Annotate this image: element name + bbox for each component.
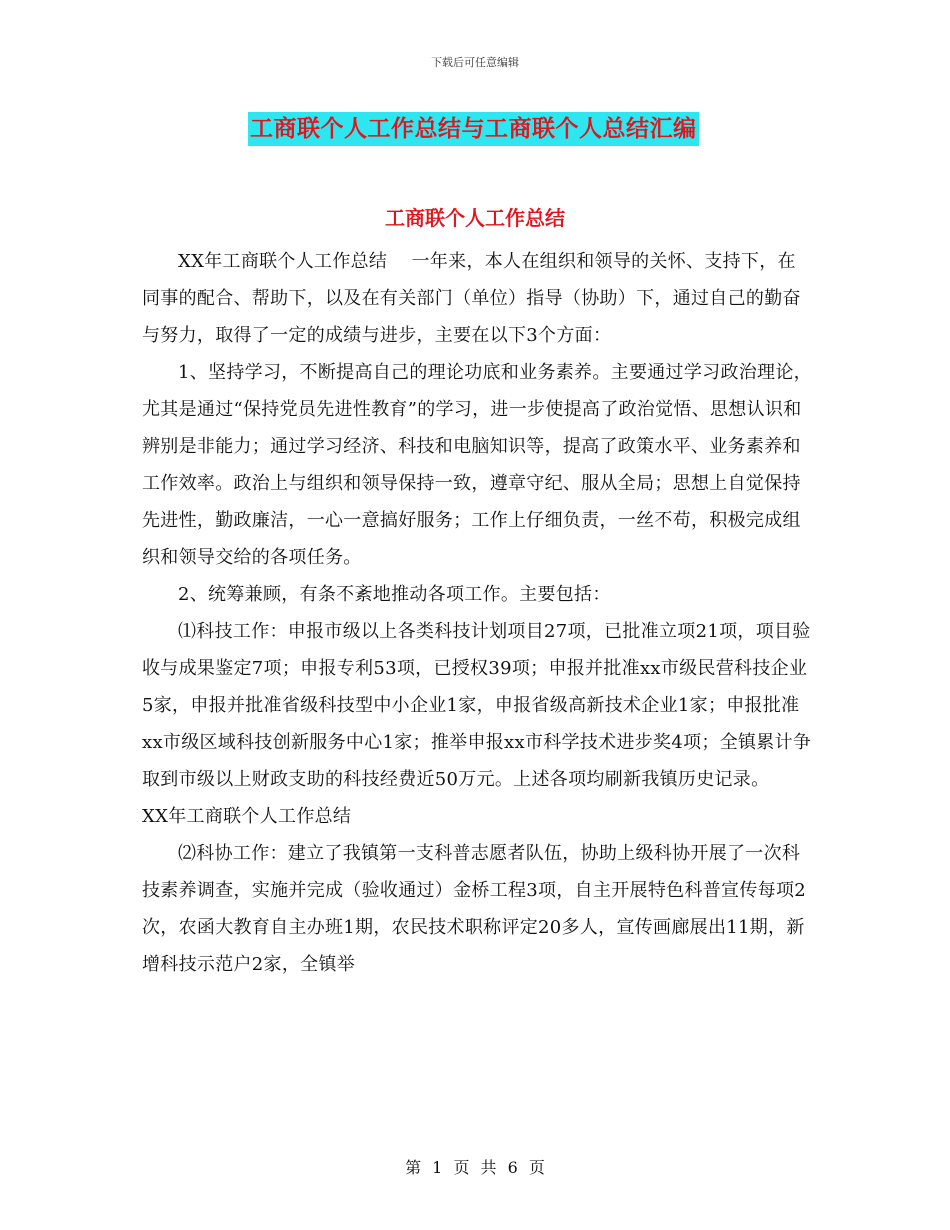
section-title: 工商联个人工作总结 [385, 206, 565, 230]
main-title: 工商联个人工作总结与工商联个人总结汇编 [248, 112, 699, 146]
paragraph-tech-work: ⑴科技工作：申报市级以上各类科技计划项目27项，已批准立项21项，项目验收与成果鉴定7项；申报专利53项，已授权39项；申报并批准xx市级民营科技企业5家，申报并批准省级科技型中小企业1家，申报省级高新技术企业1家；申报批准xx市级区域科技创新服务中心1家；推举申报xx市科学技术进步奖4项；全镇累计争取到市级以上财政支助的科技经费近50万元。上述各项均刷新我镇历史记录。 [142, 621, 812, 790]
document-body [142, 243, 814, 983]
paragraph-association-work: ⑵科协工作：建立了我镇第一支科普志愿者队伍，协助上级科协开展了一次科技素养调查，实施并完成（验收通过）金桥工程3项，自主开展特色科普宣传每项2次，农函大教育自主办班1期，农民技术职称评定20多人，宣传画廊展出11期，新增科技示范户2家，全镇举 [142, 843, 807, 975]
paragraph-study: 1、坚持学习，不断提高自己的理论功底和业务素养。主要通过学习政治理论，尤其是通过“保持党员先进性教育”的学习，进一步使提高了政治觉悟、思想认识和辨别是非能力；通过学习经济、科技和电脑知识等，提高了政策水平、业务素养和工作效率。政治上与组织和领导保持一致，遵章守纪、服从全局；思想上自觉保持先进性，勤政廉洁，一心一意搞好服务；工作上仔细负责，一丝不苟，积极完成组织和领导交给的各项任务。 [142, 362, 812, 568]
paragraph-intro: XX年工商联个人工作总结 一年来，本人在组织和领导的关怀、支持下，在同事的配合、帮助下，以及在有关部门（单位）指导（协助）下，通过自己的勤奋与努力，取得了一定的成绩与进步，主要在以下3个方面： [142, 251, 801, 346]
header-note: 下载后可任意编辑 [431, 56, 519, 69]
page-footer: 第 1 页 共 6 页 [405, 1158, 545, 1177]
paragraph-overview: 2、统筹兼顾，有条不紊地推动各项工作。主要包括： [178, 584, 611, 605]
paragraph-inline-title: XX年工商联个人工作总结 [142, 806, 352, 827]
